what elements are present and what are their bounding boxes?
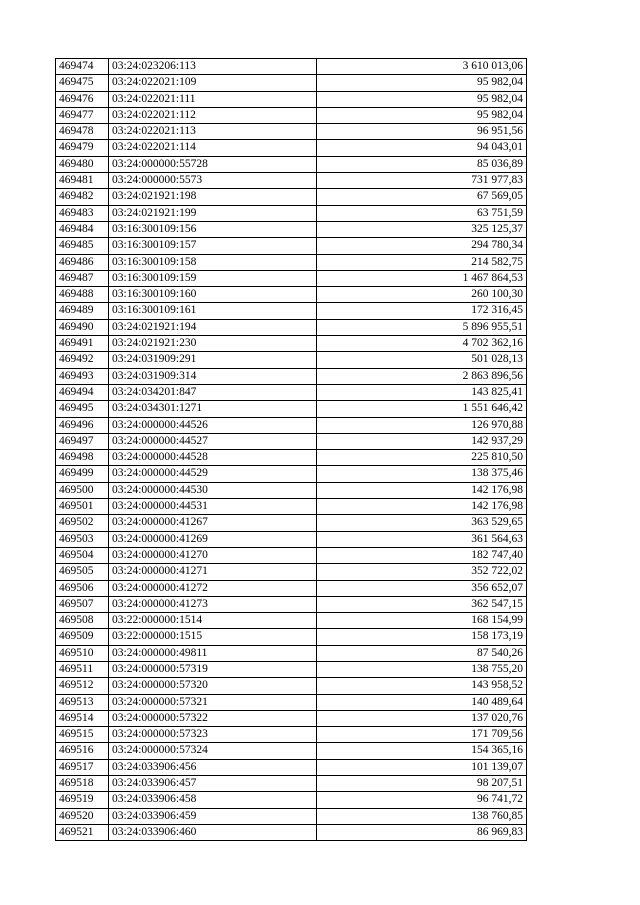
cadastral-value-cell: 168 154,99 (317, 613, 527, 629)
table-row (56, 221, 527, 237)
cadastral-number-cell: 03:24:031909:314 (109, 368, 317, 384)
cadastral-value-cell: 1 551 646,42 (317, 401, 527, 417)
table-row (56, 710, 527, 726)
table-row (56, 596, 527, 612)
cadastral-number-cell: 03:16:300109:160 (109, 287, 317, 303)
cadastral-value-cell: 138 760,85 (317, 808, 527, 824)
cadastral-number-cell: 03:24:034301:1271 (109, 401, 317, 417)
cadastral-value-cell: 731 977,83 (317, 173, 527, 189)
row-id-cell: 469505 (56, 564, 109, 580)
row-id-cell: 469489 (56, 303, 109, 319)
table-row (56, 613, 527, 629)
cadastral-number-cell: 03:22:000000:1514 (109, 613, 317, 629)
cadastral-number-cell: 03:16:300109:156 (109, 221, 317, 237)
table-row (56, 107, 527, 123)
table-row (56, 140, 527, 156)
table-row (56, 156, 527, 172)
row-id-cell: 469488 (56, 287, 109, 303)
cadastral-value-cell: 142 176,98 (317, 482, 527, 498)
cadastral-number-cell: 03:24:000000:55728 (109, 156, 317, 172)
table-row (56, 238, 527, 254)
table-row (56, 75, 527, 91)
cadastral-value-cell: 126 970,88 (317, 417, 527, 433)
cadastral-value-cell: 138 755,20 (317, 661, 527, 677)
table-row (56, 270, 527, 286)
table-row (56, 433, 527, 449)
cadastral-value-cell: 214 582,75 (317, 254, 527, 270)
table-row (56, 384, 527, 400)
cadastral-number-cell: 03:24:033906:460 (109, 824, 317, 840)
cadastral-number-cell: 03:24:033906:456 (109, 759, 317, 775)
cadastral-number-cell: 03:24:023206:113 (109, 59, 317, 75)
row-id-cell: 469495 (56, 401, 109, 417)
cadastral-value-cell: 94 043,01 (317, 140, 527, 156)
table-row (56, 417, 527, 433)
cadastral-number-cell: 03:24:000000:44531 (109, 499, 317, 515)
cadastral-value-cell: 501 028,13 (317, 352, 527, 368)
cadastral-value-cell: 325 125,37 (317, 221, 527, 237)
cadastral-number-cell: 03:24:034201:847 (109, 384, 317, 400)
row-id-cell: 469490 (56, 319, 109, 335)
cadastral-number-cell: 03:24:000000:41267 (109, 515, 317, 531)
cadastral-value-cell: 356 652,07 (317, 580, 527, 596)
cadastral-number-cell: 03:24:022021:114 (109, 140, 317, 156)
row-id-cell: 469498 (56, 450, 109, 466)
table-row (56, 792, 527, 808)
cadastral-number-cell: 03:24:000000:44530 (109, 482, 317, 498)
cadastral-number-cell: 03:16:300109:157 (109, 238, 317, 254)
row-id-cell: 469479 (56, 140, 109, 156)
row-id-cell: 469506 (56, 580, 109, 596)
table-row (56, 189, 527, 205)
cadastral-value-cell: 87 540,26 (317, 645, 527, 661)
cadastral-number-cell: 03:24:022021:113 (109, 124, 317, 140)
cadastral-value-cell: 85 036,89 (317, 156, 527, 172)
table-row (56, 629, 527, 645)
cadastral-value-cell: 225 810,50 (317, 450, 527, 466)
cadastral-number-cell: 03:24:021921:194 (109, 319, 317, 335)
cadastral-value-cell: 98 207,51 (317, 776, 527, 792)
table-row (56, 776, 527, 792)
cadastral-number-cell: 03:24:033906:458 (109, 792, 317, 808)
cadastral-value-cell: 140 489,64 (317, 694, 527, 710)
row-id-cell: 469516 (56, 743, 109, 759)
cadastral-value-cell: 182 747,40 (317, 547, 527, 563)
cadastral-value-cell: 63 751,59 (317, 205, 527, 221)
cadastral-value-cell: 154 365,16 (317, 743, 527, 759)
cadastral-number-cell: 03:24:022021:112 (109, 107, 317, 123)
table-row (56, 254, 527, 270)
row-id-cell: 469497 (56, 433, 109, 449)
table-row (56, 303, 527, 319)
cadastral-value-cell: 260 100,30 (317, 287, 527, 303)
cadastral-number-cell: 03:24:000000:44527 (109, 433, 317, 449)
cadastral-number-cell: 03:24:000000:57324 (109, 743, 317, 759)
table-row (56, 661, 527, 677)
row-id-cell: 469511 (56, 661, 109, 677)
row-id-cell: 469474 (56, 59, 109, 75)
cadastral-number-cell: 03:24:031909:291 (109, 352, 317, 368)
row-id-cell: 469513 (56, 694, 109, 710)
row-id-cell: 469475 (56, 75, 109, 91)
cadastral-value-cell: 67 569,05 (317, 189, 527, 205)
cadastral-number-cell: 03:24:000000:57321 (109, 694, 317, 710)
cadastral-value-cell: 96 951,56 (317, 124, 527, 140)
cadastral-number-cell: 03:24:021921:230 (109, 336, 317, 352)
table-row (56, 401, 527, 417)
row-id-cell: 469482 (56, 189, 109, 205)
table-row (56, 205, 527, 221)
row-id-cell: 469494 (56, 384, 109, 400)
table-row (56, 531, 527, 547)
cadastral-value-cell: 363 529,65 (317, 515, 527, 531)
table-row (56, 59, 527, 75)
cadastral-value-cell: 142 937,29 (317, 433, 527, 449)
cadastral-number-cell: 03:24:033906:459 (109, 808, 317, 824)
row-id-cell: 469496 (56, 417, 109, 433)
row-id-cell: 469492 (56, 352, 109, 368)
cadastral-value-cell: 101 139,07 (317, 759, 527, 775)
cadastral-value-cell: 95 982,04 (317, 107, 527, 123)
row-id-cell: 469502 (56, 515, 109, 531)
table-row (56, 319, 527, 335)
row-id-cell: 469493 (56, 368, 109, 384)
cadastral-value-cell: 95 982,04 (317, 91, 527, 107)
row-id-cell: 469500 (56, 482, 109, 498)
row-id-cell: 469508 (56, 613, 109, 629)
cadastral-number-cell: 03:24:000000:57323 (109, 727, 317, 743)
row-id-cell: 469486 (56, 254, 109, 270)
row-id-cell: 469514 (56, 710, 109, 726)
cadastral-number-cell: 03:24:021921:198 (109, 189, 317, 205)
table-row (56, 694, 527, 710)
cadastral-number-cell: 03:24:033906:457 (109, 776, 317, 792)
table-row (56, 124, 527, 140)
row-id-cell: 469504 (56, 547, 109, 563)
table-row (56, 547, 527, 563)
row-id-cell: 469518 (56, 776, 109, 792)
cadastral-number-cell: 03:24:000000:44526 (109, 417, 317, 433)
cadastral-value-cell: 138 375,46 (317, 466, 527, 482)
row-id-cell: 469509 (56, 629, 109, 645)
table-row (56, 743, 527, 759)
cadastral-number-cell: 03:24:000000:41270 (109, 547, 317, 563)
table-row (56, 727, 527, 743)
row-id-cell: 469499 (56, 466, 109, 482)
table-row (56, 287, 527, 303)
cadastral-value-cell: 143 825,41 (317, 384, 527, 400)
row-id-cell: 469507 (56, 596, 109, 612)
table-row (56, 91, 527, 107)
table-row (56, 515, 527, 531)
row-id-cell: 469521 (56, 824, 109, 840)
cadastral-number-cell: 03:24:000000:49811 (109, 645, 317, 661)
row-id-cell: 469477 (56, 107, 109, 123)
row-id-cell: 469483 (56, 205, 109, 221)
row-id-cell: 469519 (56, 792, 109, 808)
row-id-cell: 469476 (56, 91, 109, 107)
table-row (56, 678, 527, 694)
table-row (56, 466, 527, 482)
table-row (56, 824, 527, 840)
table-row (56, 808, 527, 824)
row-id-cell: 469501 (56, 499, 109, 515)
table-row (56, 482, 527, 498)
row-id-cell: 469481 (56, 173, 109, 189)
row-id-cell: 469517 (56, 759, 109, 775)
cadastral-number-cell: 03:16:300109:158 (109, 254, 317, 270)
row-id-cell: 469484 (56, 221, 109, 237)
cadastral-value-cell: 294 780,34 (317, 238, 527, 254)
cadastral-number-cell: 03:24:000000:44528 (109, 450, 317, 466)
cadastral-value-cell: 96 741,72 (317, 792, 527, 808)
table-row (56, 759, 527, 775)
cadastral-value-cell: 172 316,45 (317, 303, 527, 319)
cadastral-value-cell: 352 722,02 (317, 564, 527, 580)
row-id-cell: 469503 (56, 531, 109, 547)
table-row (56, 580, 527, 596)
table-row (56, 564, 527, 580)
cadastral-number-cell: 03:24:000000:41269 (109, 531, 317, 547)
row-id-cell: 469480 (56, 156, 109, 172)
cadastral-number-cell: 03:24:000000:41273 (109, 596, 317, 612)
table-row (56, 368, 527, 384)
table-row (56, 352, 527, 368)
cadastral-value-cell: 3 610 013,06 (317, 59, 527, 75)
cadastral-number-cell: 03:24:000000:5573 (109, 173, 317, 189)
cadastral-number-cell: 03:24:022021:109 (109, 75, 317, 91)
table-row (56, 336, 527, 352)
cadastral-number-cell: 03:24:022021:111 (109, 91, 317, 107)
cadastral-value-table (55, 58, 527, 841)
row-id-cell: 469510 (56, 645, 109, 661)
cadastral-value-cell: 4 702 362,16 (317, 336, 527, 352)
cadastral-number-cell: 03:24:000000:41272 (109, 580, 317, 596)
cadastral-value-cell: 143 958,52 (317, 678, 527, 694)
cadastral-number-cell: 03:24:021921:199 (109, 205, 317, 221)
cadastral-value-cell: 137 020,76 (317, 710, 527, 726)
cadastral-number-cell: 03:16:300109:161 (109, 303, 317, 319)
row-id-cell: 469515 (56, 727, 109, 743)
row-id-cell: 469491 (56, 336, 109, 352)
table-row (56, 645, 527, 661)
cadastral-number-cell: 03:24:000000:41271 (109, 564, 317, 580)
row-id-cell: 469520 (56, 808, 109, 824)
table-row (56, 499, 527, 515)
row-id-cell: 469487 (56, 270, 109, 286)
cadastral-value-cell: 5 896 955,51 (317, 319, 527, 335)
cadastral-value-cell: 361 564,63 (317, 531, 527, 547)
cadastral-value-cell: 158 173,19 (317, 629, 527, 645)
row-id-cell: 469512 (56, 678, 109, 694)
row-id-cell: 469478 (56, 124, 109, 140)
cadastral-value-cell: 95 982,04 (317, 75, 527, 91)
cadastral-number-cell: 03:16:300109:159 (109, 270, 317, 286)
cadastral-value-cell: 1 467 864,53 (317, 270, 527, 286)
cadastral-number-cell: 03:22:000000:1515 (109, 629, 317, 645)
cadastral-value-cell: 2 863 896,56 (317, 368, 527, 384)
cadastral-value-cell: 362 547,15 (317, 596, 527, 612)
cadastral-value-cell: 86 969,83 (317, 824, 527, 840)
table-row (56, 173, 527, 189)
cadastral-number-cell: 03:24:000000:57319 (109, 661, 317, 677)
cadastral-number-cell: 03:24:000000:57322 (109, 710, 317, 726)
cadastral-number-cell: 03:24:000000:57320 (109, 678, 317, 694)
cadastral-value-cell: 142 176,98 (317, 499, 527, 515)
cadastral-value-cell: 171 709,56 (317, 727, 527, 743)
table-body (56, 59, 527, 841)
cadastral-number-cell: 03:24:000000:44529 (109, 466, 317, 482)
row-id-cell: 469485 (56, 238, 109, 254)
table-row (56, 450, 527, 466)
